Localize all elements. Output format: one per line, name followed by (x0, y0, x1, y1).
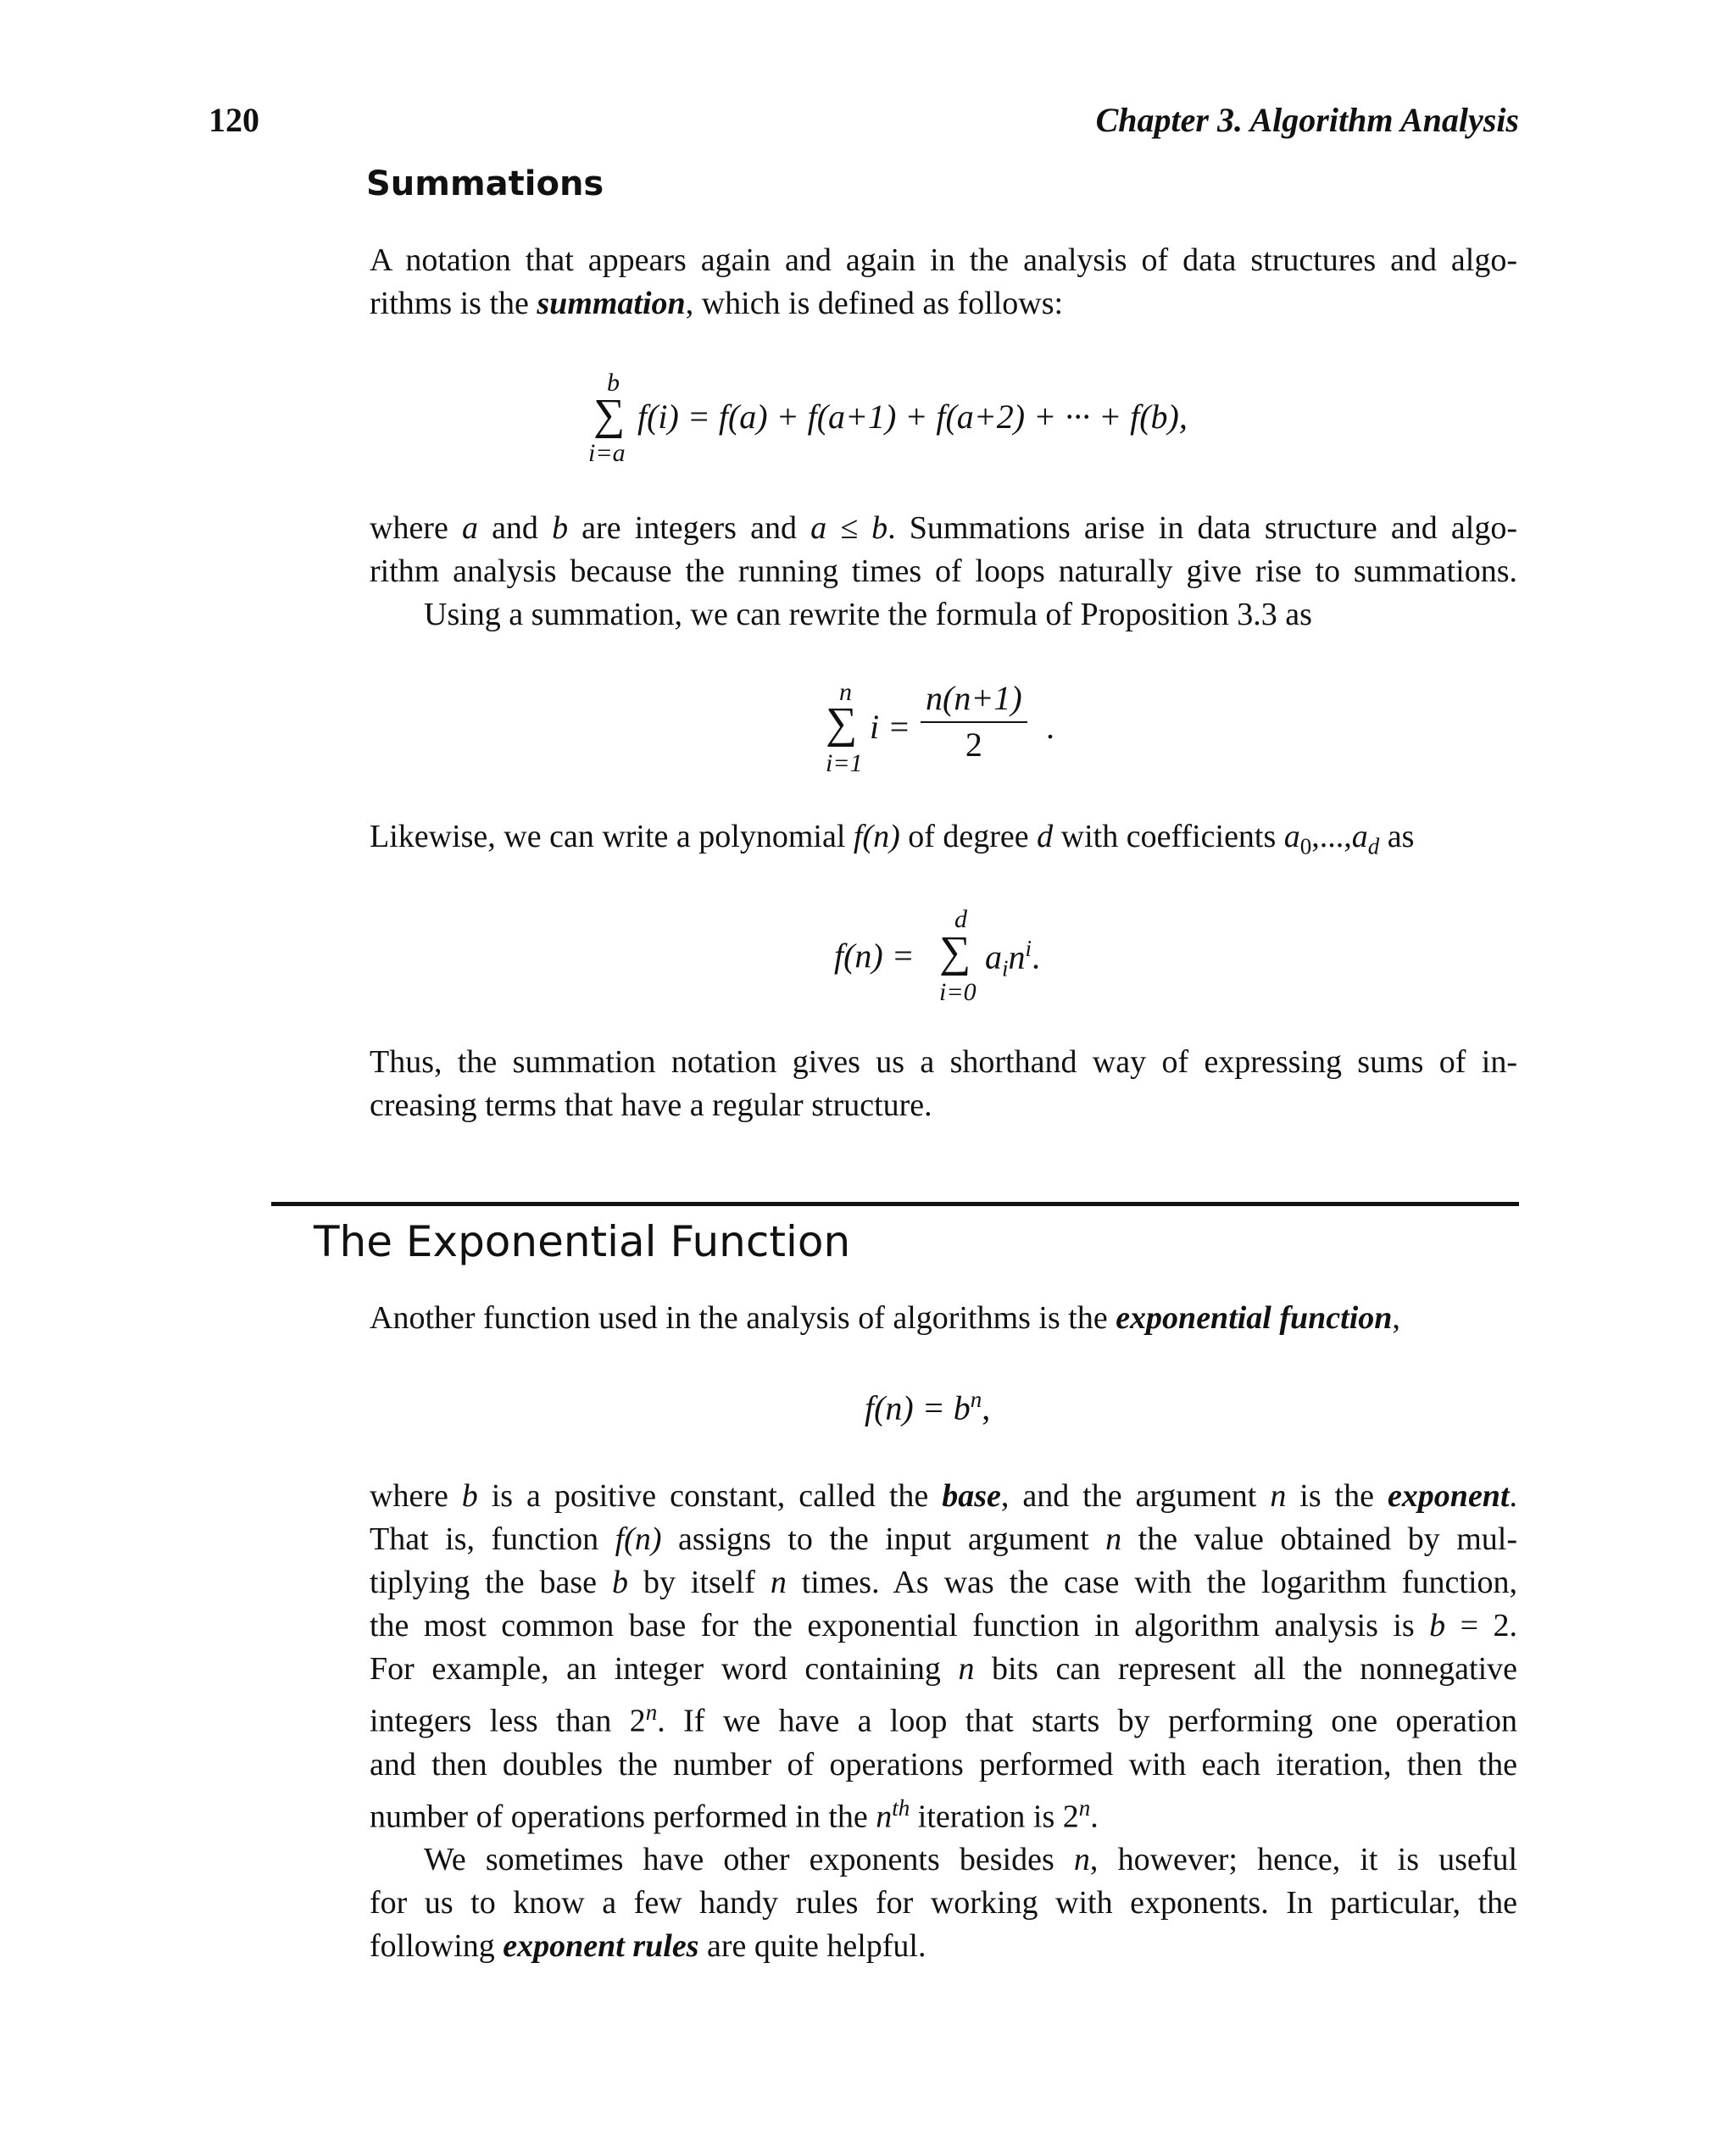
term-exponential-function: exponential function (1116, 1300, 1393, 1336)
page-number: 120 (209, 101, 259, 139)
sum-lower-limit: i=1 (826, 749, 863, 777)
text-line: Likewise, we can write a polynomial f(n) of degree d with coefficients $a_0,...,a_d$ as (370, 819, 1415, 859)
text-line: and then doubles the number of operations performed with each iteration, then the (370, 1746, 1517, 1782)
sum-lower-limit: i=0 (939, 978, 976, 1006)
equation-summation-definition (585, 364, 1348, 475)
equation-rhs: $a_in^i$. (985, 936, 1041, 982)
section-heading-exponential: The Exponential Function (314, 1217, 851, 1266)
text-line: We sometimes have other exponents besides n, however; hence, it is useful (424, 1842, 1518, 1878)
text-line: Using a summation, we can rewrite the formula of Proposition 3.3 as (424, 597, 1312, 632)
fraction (921, 678, 1027, 765)
text-line: A notation that appears again and again in the analysis of data structures and algo- (370, 242, 1517, 278)
sum-upper-limit: d (954, 905, 967, 933)
subsection-heading-summations: Summations (366, 164, 604, 203)
paragraph-exponential-body (370, 1475, 1517, 1968)
paragraph-exponential-intro (370, 1297, 1517, 1340)
term-exponent-rules: exponent rules (503, 1928, 699, 1965)
sum-upper-limit: b (607, 369, 620, 397)
text-line: where b is a positive constant, called the base, and the argument n is the exponent. (370, 1478, 1517, 1514)
sigma-symbol: ∑ (593, 391, 626, 439)
term-base: base (942, 1478, 1001, 1514)
text-line: rithms is the summation, which is defined as follows: (370, 286, 1064, 321)
text-line: integers less than 2$^n$. If we have a loop that starts by performing one operation (370, 1699, 1518, 1739)
section-rule (271, 1202, 1519, 1206)
fraction-numerator: n(n+1) (921, 678, 1027, 723)
fraction-denominator: 2 (965, 726, 982, 764)
text-line: where a and b are integers and a ≤ b. Summations arise in data structure and algo- (370, 510, 1517, 546)
text-line: for us to know a few handy rules for working with exponents. In particular, the (370, 1885, 1517, 1921)
sum-upper-limit: n (839, 678, 852, 706)
text-line: the most common base for the exponential function in algorithm analysis is b = 2. (370, 1608, 1518, 1643)
paragraph-polynomial (370, 815, 1517, 869)
paragraph-summation-conclusion (370, 1041, 1517, 1127)
equation-sum-of-i (821, 678, 1109, 788)
equation-polynomial (834, 904, 1122, 1014)
text-line: That is, function f(n) assigns to the input argument n the value obtained by mul- (370, 1521, 1517, 1557)
text-line: creasing terms that have a regular structure. (370, 1087, 932, 1123)
term-exponent: exponent (1387, 1478, 1510, 1514)
text-line: number of operations performed in the $n^{th}$ iteration is 2$^n$. (370, 1794, 1099, 1835)
sigma-symbol: ∑ (826, 699, 858, 748)
equation-lhs: f(n) = (834, 937, 915, 975)
text-line: following exponent rules are quite helpful. (370, 1928, 926, 1965)
equation-period: . (1046, 708, 1054, 746)
paragraph-summation-where (370, 507, 1517, 637)
text-line: Another function used in the analysis of algorithms is the exponential function, (370, 1300, 1400, 1336)
equation-lhs: i = (870, 708, 911, 746)
text-line: rithm analysis because the running times of loops naturally give rise to summations. (370, 553, 1517, 589)
text-line: Thus, the summation notation gives us a shorthand way of expressing sums of in- (370, 1044, 1517, 1080)
running-head: Chapter 3. Algorithm Analysis (1095, 101, 1519, 139)
equation-exponential: $f(n) = b^n$, (865, 1387, 991, 1427)
sigma-symbol: ∑ (939, 928, 971, 976)
sum-lower-limit: i=a (588, 439, 626, 467)
text-line: tiplying the base b by itself n times. As was the case with the logarithm function, (370, 1565, 1517, 1600)
term-summation: summation (537, 286, 686, 321)
paragraph-summation-intro (370, 239, 1517, 325)
text-line: For example, an integer word containing n bits can represent all the nonnegative (370, 1651, 1518, 1687)
equation-rhs: f(i) = f(a) + f(a+1) + f(a+2) + ··· + f(b), (637, 398, 1188, 436)
